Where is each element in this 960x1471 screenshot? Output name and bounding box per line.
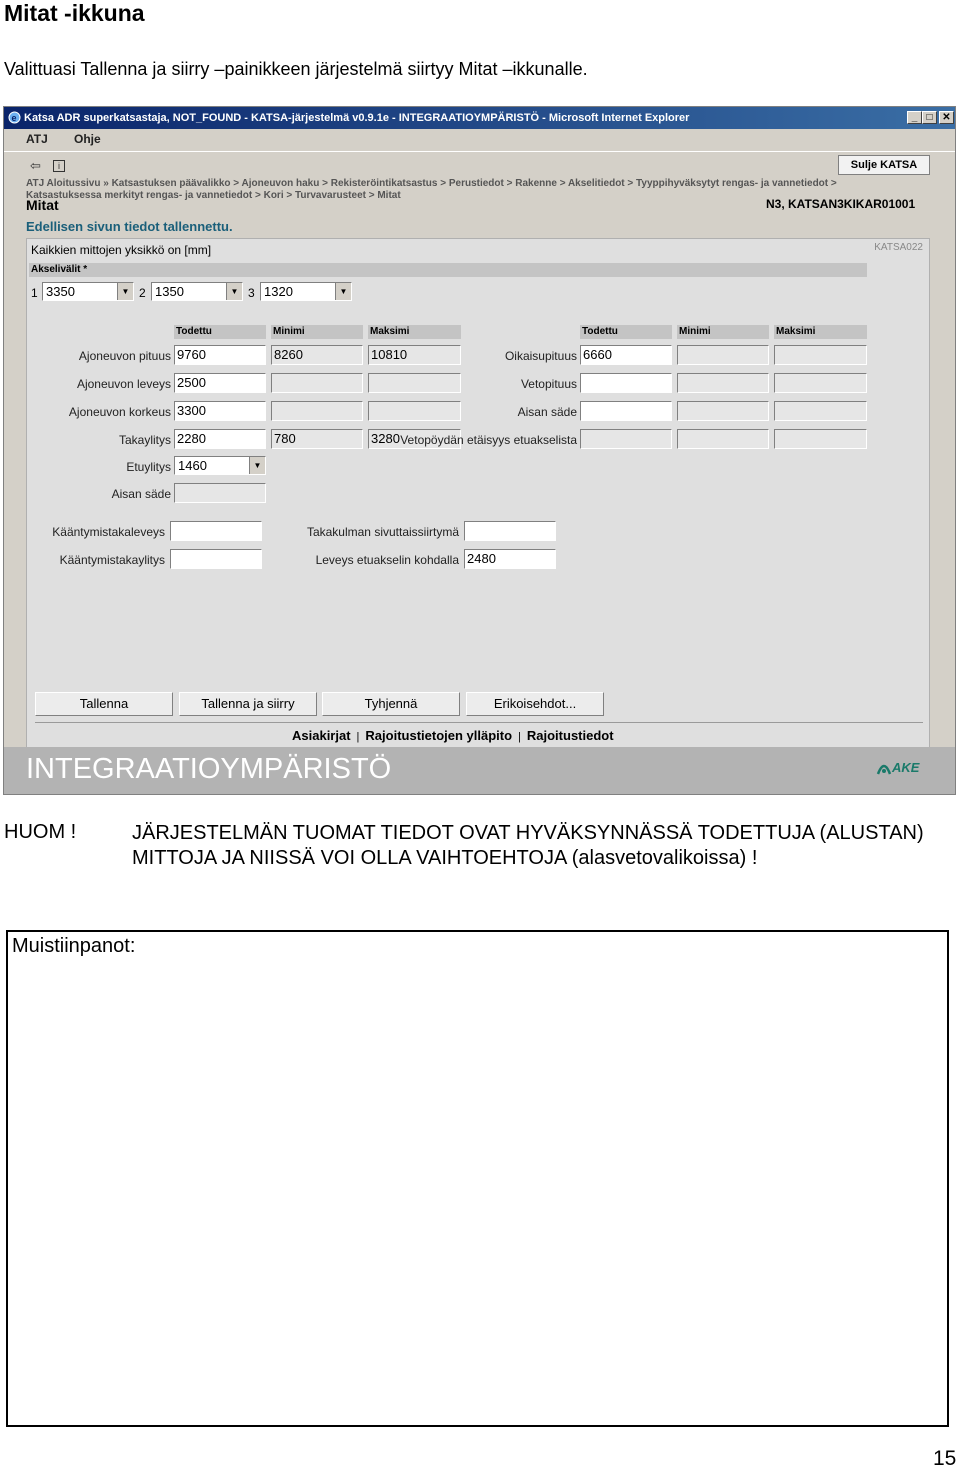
tyhjenna-button[interactable]: Tyhjennä xyxy=(322,692,460,716)
field-takaylitys-maksimi: 3280 xyxy=(368,429,461,449)
minimize-button[interactable]: _ xyxy=(907,111,922,124)
chevron-down-icon[interactable]: ▼ xyxy=(249,457,265,474)
breadcrumb-line1[interactable]: ATJ Aloitussivu » Katsastuksen päävalikko > Ajoneuvon haku > Rekisteröintikatsastus > Perustiedot > Rakenne > Akselitiedot > Tyyppihyväksytyt rengas- ja vannetiedot > xyxy=(26,178,837,189)
field-oikaisupituus-maksimi xyxy=(774,345,867,365)
axle-value: 1320 xyxy=(264,284,293,299)
environment-bar xyxy=(4,747,955,795)
close-window-button[interactable]: ✕ xyxy=(939,111,954,124)
field-korkeus-maksimi xyxy=(368,401,461,421)
field-korkeus-todettu[interactable]: 3300 xyxy=(174,401,266,421)
menu-bar xyxy=(4,129,955,149)
label-etuylitys: Etuylitys xyxy=(126,460,171,474)
axle-num: 3 xyxy=(248,286,255,300)
divider xyxy=(35,722,923,723)
field-aisan-sade-maksimi xyxy=(774,401,867,421)
axle-num: 1 xyxy=(31,286,38,300)
maximize-button[interactable]: □ xyxy=(922,111,937,124)
field-aisan-sade xyxy=(174,483,266,503)
field-oikaisupituus-todettu[interactable]: 6660 xyxy=(580,345,672,365)
note-label: HUOM ! xyxy=(4,821,77,843)
field-aisan-sade-todettu[interactable] xyxy=(580,401,672,421)
etuylitys-select[interactable] xyxy=(174,456,266,475)
field-leveys-etuakseli[interactable]: 2480 xyxy=(464,549,556,569)
label-takaylitys: Takaylitys xyxy=(118,433,171,447)
environment-label: INTEGRAATIOYMPÄRISTÖ xyxy=(26,753,392,785)
col-header-minimi: Minimi xyxy=(677,325,769,339)
svg-text:e: e xyxy=(11,113,17,123)
ake-logo-text: AKE xyxy=(892,760,920,775)
label-kaantymistakaleveys: Kääntymistakaleveys xyxy=(52,525,165,539)
label-vetopituus: Vetopituus xyxy=(520,377,577,391)
col-header-maksimi: Maksimi xyxy=(774,325,867,339)
label-aisan-sade-right: Aisan säde xyxy=(517,405,577,419)
close-katsa-button[interactable]: Sulje KATSA xyxy=(838,155,930,175)
form-id: KATSA022 xyxy=(874,242,923,253)
col-header-minimi: Minimi xyxy=(271,325,363,339)
label-aisan-sade: Aisan säde xyxy=(111,487,171,501)
axle-header: Akselivälit * xyxy=(29,263,867,277)
col-header-todettu: Todettu xyxy=(174,325,266,339)
page-heading: Mitat xyxy=(26,197,59,213)
label-ajoneuvon-pituus: Ajoneuvon pituus xyxy=(78,349,171,363)
note-text: JÄRJESTELMÄN TUOMAT TIEDOT OVAT HYVÄKSYNNÄSSÄ TODETTUJA (ALUSTAN) MITTOJA JA NIISSÄ VOI OLLA VAIHTOEHTOJA (alasvetovalikoissa) ! xyxy=(132,822,924,869)
axle-num: 2 xyxy=(139,286,146,300)
field-vetopituus-maksimi xyxy=(774,373,867,393)
label-ajoneuvon-korkeus: Ajoneuvon korkeus xyxy=(68,405,171,419)
menu-ohje[interactable]: Ohje xyxy=(74,132,101,146)
field-leveys-minimi xyxy=(271,373,363,393)
erikoisehdot-button[interactable]: Erikoisehdot... xyxy=(466,692,604,716)
link-asiakirjat[interactable]: Asiakirjat xyxy=(292,728,351,743)
field-pituus-todettu[interactable]: 9760 xyxy=(174,345,266,365)
field-leveys-todettu[interactable]: 2500 xyxy=(174,373,266,393)
footer-links xyxy=(292,728,614,743)
field-leveys-maksimi xyxy=(368,373,461,393)
axle-value: 1350 xyxy=(155,284,184,299)
ie-icon xyxy=(8,111,21,124)
info-icon[interactable]: i xyxy=(53,160,65,172)
label-kaantymistakaylitys: Kääntymistakaylitys xyxy=(59,553,165,567)
notes-label: Muistiinpanot: xyxy=(12,935,136,957)
breadcrumb-line2[interactable]: Katsastuksessa merkityt rengas- ja vannetiedot > Kori > Turvavarusteet > Mitat xyxy=(26,190,401,201)
field-kaantymistakaleveys[interactable] xyxy=(170,521,262,541)
back-icon[interactable]: ⇦ xyxy=(30,158,41,173)
link-separator: | xyxy=(518,731,521,743)
window-title: Katsa ADR superkatsastaja, NOT_FOUND - KATSA-järjestelmä v0.9.1e - INTEGRAATIOYMPÄRISTÖ - Microsoft Internet Explorer xyxy=(24,112,690,124)
axle-select-3[interactable] xyxy=(260,282,352,301)
notes-box[interactable] xyxy=(6,930,949,1427)
field-vetopoyta-todettu xyxy=(580,429,672,449)
saved-message: Edellisen sivun tiedot tallennettu. xyxy=(26,219,233,234)
field-vetopoyta-minimi xyxy=(677,429,769,449)
col-header-todettu: Todettu xyxy=(580,325,672,339)
label-leveys-etuakseli: Leveys etuakselin kohdalla xyxy=(315,553,459,567)
browser-window xyxy=(3,106,956,795)
axle-value: 3350 xyxy=(46,284,75,299)
field-takaylitys-todettu[interactable]: 2280 xyxy=(174,429,266,449)
field-vetopituus-minimi xyxy=(677,373,769,393)
label-ajoneuvon-leveys: Ajoneuvon leveys xyxy=(76,377,171,391)
field-aisan-sade-minimi xyxy=(677,401,769,421)
chevron-down-icon[interactable]: ▼ xyxy=(117,283,133,300)
chevron-down-icon[interactable]: ▼ xyxy=(226,283,242,300)
ake-logo xyxy=(876,760,919,776)
toolbar xyxy=(4,151,955,176)
label-takakulman-siirtyma: Takakulman sivuttaissiirtymä xyxy=(306,525,459,539)
units-text: Kaikkien mittojen yksikkö on [mm] xyxy=(31,243,212,257)
col-header-maksimi: Maksimi xyxy=(368,325,461,339)
field-vetopituus-todettu[interactable] xyxy=(580,373,672,393)
action-bar xyxy=(35,692,939,752)
field-takakulman-siirtyma[interactable] xyxy=(464,521,556,541)
link-rajoitustiedot[interactable]: Rajoitustiedot xyxy=(526,728,614,743)
label-oikaisupituus: Oikaisupituus xyxy=(504,349,577,363)
field-pituus-minimi: 8260 xyxy=(271,345,363,365)
axle-select-2[interactable] xyxy=(151,282,243,301)
field-korkeus-minimi xyxy=(271,401,363,421)
page-number: 15 xyxy=(933,1447,957,1470)
intro-text: Valittuasi Tallenna ja siirry –painikkeen järjestelmä siirtyy Mitat –ikkunalle. xyxy=(4,59,588,79)
field-vetopoyta-maksimi xyxy=(774,429,867,449)
chevron-down-icon[interactable]: ▼ xyxy=(335,283,351,300)
field-takaylitys-minimi: 780 xyxy=(271,429,363,449)
link-separator: | xyxy=(356,731,360,743)
ake-logo-icon xyxy=(876,762,892,776)
axle-select-1[interactable] xyxy=(42,282,134,301)
field-pituus-maksimi: 10810 xyxy=(368,345,461,365)
menu-atj[interactable]: ATJ xyxy=(26,132,48,146)
tallenna-ja-siirry-button[interactable]: Tallenna ja siirry xyxy=(179,692,317,716)
label-vetopoyta: Vetopöydän etäisyys etuakselista xyxy=(400,433,577,447)
window-titlebar xyxy=(4,107,955,129)
vehicle-id: N3, KATSAN3KIKAR01001 xyxy=(766,197,916,211)
link-rajoitustietojen-yllapito[interactable]: Rajoitustietojen ylläpito xyxy=(365,728,513,743)
tallenna-button[interactable]: Tallenna xyxy=(35,692,173,716)
measurements-panel xyxy=(26,238,930,748)
field-kaantymistakaylitys[interactable] xyxy=(170,549,262,569)
etuylitys-value: 1460 xyxy=(178,458,207,473)
field-oikaisupituus-minimi xyxy=(677,345,769,365)
document-title: Mitat -ikkuna xyxy=(4,0,145,26)
